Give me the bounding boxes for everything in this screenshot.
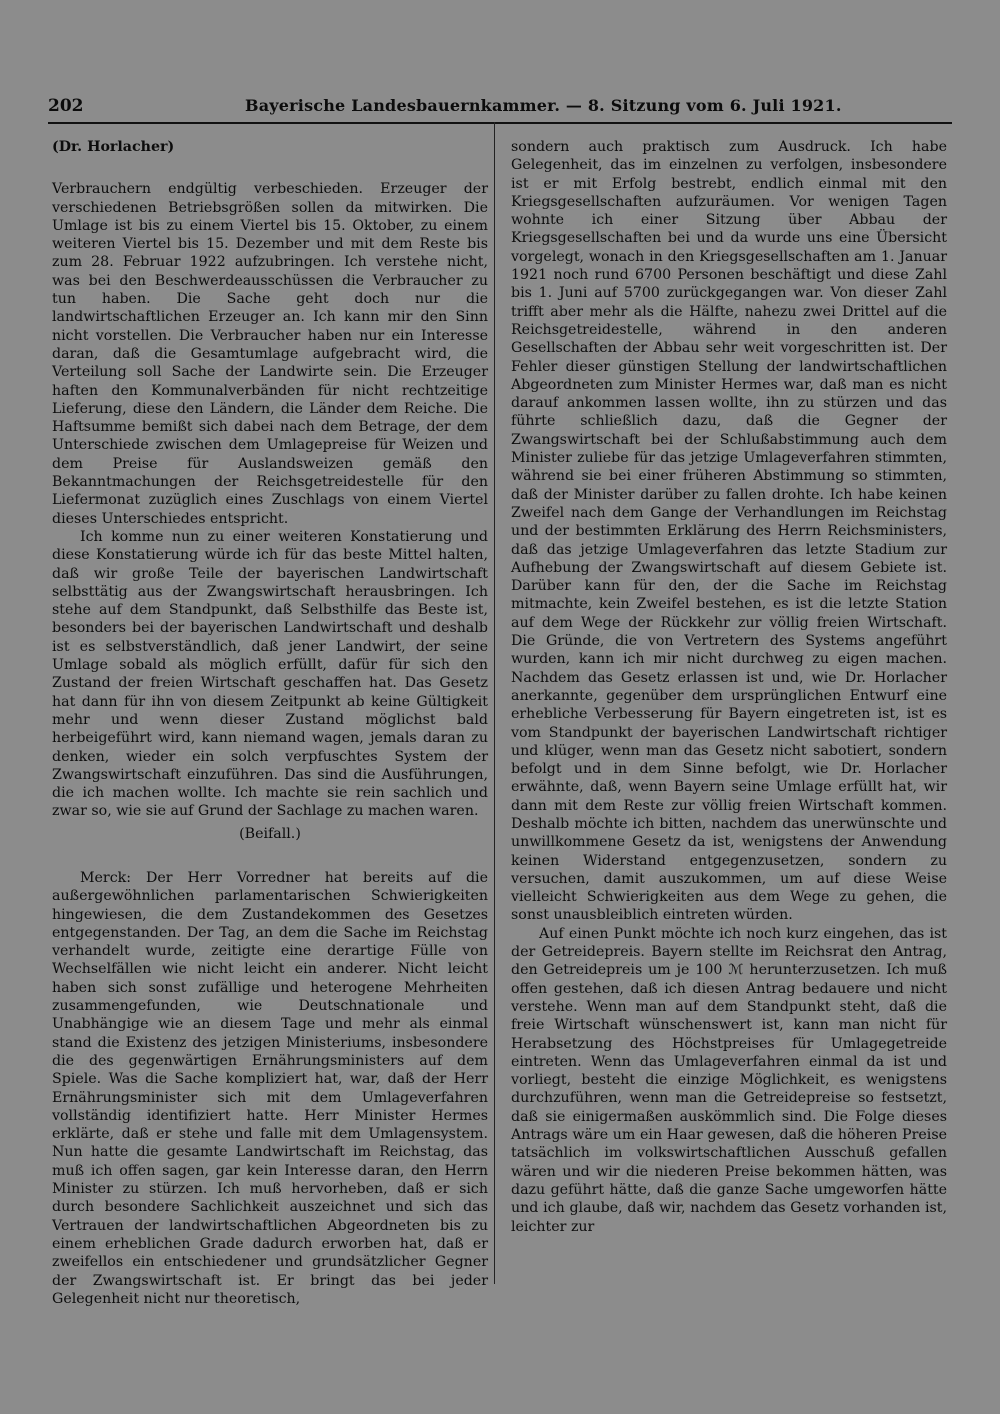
left-column	[52, 138, 488, 1308]
speaker-tag: (Dr. Horlacher)	[52, 139, 175, 155]
right-column	[511, 138, 947, 1236]
page-number: 202	[48, 96, 84, 116]
running-head: Bayerische Landesbauernkammer. — 8. Sitzung vom 6. Juli 1921.	[245, 96, 842, 115]
paragraph: sondern auch praktisch zum Ausdruck. Ich habe Gelegenheit, das im einzelnen zu verfolgen, insbesondere ist er mit Erfolg bestrebt, endlich einmal mit den Kriegsgesellschaften aufzuräumen. Vor wenigen Tagen wohnte ich einer Sitzung über Abbau der Kriegsgesellschaften bei und da wurde uns eine Übersicht vorgelegt, wonach in den Kriegsgesellschaften am 1. Januar 1921 noch rund 6700 Personen beschäftigt und diese Zahl bis 1. Juni auf 5700 zurückgegangen war. Von dieser Zahl trifft aber mehr als die Hälfte, nahezu zwei Drittel auf die Reichsgetreidestelle, während in den anderen Gesellschaften der Abbau sehr weit vorgeschritten ist. Der Fehler dieser günstigen Stellung der landwirtschaftlichen Abgeordneten zum Minister Hermes war, daß man es nicht darauf ankommen lassen wollte, ihn zu stürzen und das führte schließlich dazu, daß die Gegner der Zwangswirtschaft bei der Schlußabstimmung auch dem Minister zuliebe für das jetzige Umlageverfahren stimmten, während sie bei einer früheren Abstimmung so stimmten, daß der Minister darüber zu fallen drohte. Ich habe keinen Zweifel nach dem Gange der Verhandlungen im Reichstag und der bestimmten Erklärung des Herrn Reichsministers, daß das jetzige Umlageverfahren das letzte Stadium zur Aufhebung der Zwangswirtschaft auf diesem Gebiete ist. Darüber kann für den, der die Sache im Reichstag mitmachte, kein Zweifel bestehen, es ist die letzte Station auf dem Wege der Rückkehr zur völlig freien Wirtschaft. Die Gründe, die von Vertretern des Systems angeführt wurden, kann ich mir nicht durchweg zu eigen machen. Nachdem das Gesetz erlassen ist und, wie Dr. Horlacher anerkannte, gegenüber dem ursprünglichen Entwurf eine erhebliche Verbesserung für Bayern eingetreten ist, ist es vom Standpunkt der bayerischen Landwirtschaft richtiger und klüger, wenn man das Gesetz nicht sabotiert, sondern befolgt und in dem Sinne befolgt, wie Dr. Horlacher erwähnte, daß, wenn Bayern seine Umlage erfüllt hat, wir dann mit dem Reste zur völlig freien Wirtschaft kommen. Deshalb möchte ich bitten, nachdem das unerwünschte und unwillkommene Gesetz da ist, wenigstens der Anwendung keinen Widerstand entgegenzusetzen, sondern zu versuchen, damit auszukommen, um auf diese Weise vielleicht Schwierigkeiten aus dem Wege zu gehen, die sonst unausbleiblich eintreten würden.	[511, 139, 947, 924]
paragraph: Verbrauchern endgültig verbeschieden. Erzeuger der verschiedenen Betriebsgrößen sollen da mitwirken. Die Umlage ist bis zu einem Viertel bis 15. Oktober, zu einem weiteren Viertel bis 15. Dezember und mit dem Reste bis zum 28. Februar 1922 aufzubringen. Ich verstehe nicht, was bei den Beschwerdeausschüssen die Verbraucher zu tun haben. Die Sache geht doch nur die landwirtschaftlichen Erzeuger an. Ich kann mir den Sinn nicht vorstellen. Die Verbraucher haben nur ein Interesse daran, daß die Gesamtumlage aufgebracht wird, die Verteilung soll Sache der Landwirte sein. Die Erzeuger haften den Kommunalverbänden für nicht rechtzeitige Lieferung, diese den Ländern, die Länder dem Reiche. Die Haftsumme bemißt sich dabei nach dem Betrage, der dem Unterschiede zwischen dem Umlagepreise für Weizen und dem Preise für Auslandsweizen gemäß den Bekanntmachungen der Reichsgetreidestelle für den Liefermonat zuzüglich eines Zuschlags von einem Viertel dieses Unterschiedes entspricht.	[52, 181, 488, 527]
applause-note: (Beifall.)	[239, 825, 301, 842]
paragraph: Ich komme nun zu einer weiteren Konstatierung und diese Konstatierung würde ich für das beste Mittel halten, daß wir große Teile der bayerischen Landwirtschaft selbsttätig aus der Zwangswirtschaft herausbringen. Ich stehe auf dem Standpunkt, daß Selbsthilfe das Beste ist, besonders bei der bayerischen Landwirtschaft und deshalb ist es selbstverständlich, daß jener Landwirt, der seine Umlage sobald als möglich erfüllt, dafür für sich den Zustand der freien Wirtschaft geschaffen hat. Das Gesetz hat dann für ihn von diesem Zeitpunkt ab keine Gültigkeit mehr und wenn dieser Zustand möglichst bald herbeigeführt wird, kann niemand wagen, jemals daran zu denken, wieder ein solch verpfuschtes System der Zwangswirtschaft einzuführen. Das sind die Ausführungen, die ich machen wollte. Ich machte sie rein sachlich und zwar so, wie sie auf Grund der Sachlage zu machen waren.	[52, 528, 488, 820]
paragraph: Auf einen Punkt möchte ich noch kurz eingehen, das ist der Getreidepreis. Bayern stellte im Reichsrat den Antrag, den Getreidepreis um je 100 ℳ herunterzusetzen. Ich muß offen gestehen, daß ich diesen Antrag bedauere und nicht verstehe. Wenn man auf dem Standpunkt steht, daß die freie Wirtschaft wünschenswert ist, kann man nicht für Herabsetzung des Höchstpreises für Umlagegetreide eintreten. Wenn das Umlageverfahren einmal da ist und vorliegt, besteht die einzige Möglichkeit, es wenigstens durchzuführen, wenn man die Getreidepreise so festsetzt, daß sie einigermaßen auskömmlich sind. Die Folge dieses Antrags wäre um ein Haar gewesen, daß die höheren Preise tatsächlich im volkswirtschaftlichen Ausschuß gefallen wären und wir die niederen Preise bekommen hätten, was dazu geführt hätte, daß die ganze Sache umgeworfen hätte und ich glaube, daß wir, nachdem das Gesetz vorhanden ist, leichter zur	[511, 925, 947, 1235]
column-divider	[494, 122, 495, 1284]
paragraph: Merck: Der Herr Vorredner hat bereits auf die außergewöhnlichen parlamentarischen Schwierigkeiten hingewiesen, die dem Zustandekommen des Gesetzes entgegenstanden. Der Tag, an dem die Sache im Reichstag verhandelt wurde, zeitigte eine derartige Fülle von Wechselfällen wie nicht leicht ein anderer. Nicht leicht haben sich sonst zufällige und heterogene Mehrheiten zusammengefunden, wie Deutschnationale und Unabhängige wie an diesem Tage und mehr als einmal stand die Existenz des jetzigen Ministeriums, insbesondere die des gegenwärtigen Ernährungsministers auf dem Spiele. Was die Sache kompliziert hat, war, daß der Herr Ernährungsminister sich mit dem Umlageverfahren vollständig identifiziert hatte. Herr Minister Hermes erklärte, daß er stehe und falle mit dem Umlagensystem. Nun hatte die gesamte Landwirtschaft im Reichstag, das muß ich offen sagen, gar kein Interesse daran, den Herrn Minister zu stürzen. Ich muß hervorheben, daß er sich durch besondere Sachlichkeit auszeichnet und sich das Vertrauen der landwirtschaftlichen Abgeordneten bis zu einem erheblichen Grade dadurch erworben hat, daß er zweifellos ein entschiedener und grundsätzlicher Gegner der Zwangswirtschaft ist. Er bringt das bei jeder Gelegenheit nicht nur theoretisch,	[52, 869, 488, 1307]
header-rule	[48, 122, 952, 124]
